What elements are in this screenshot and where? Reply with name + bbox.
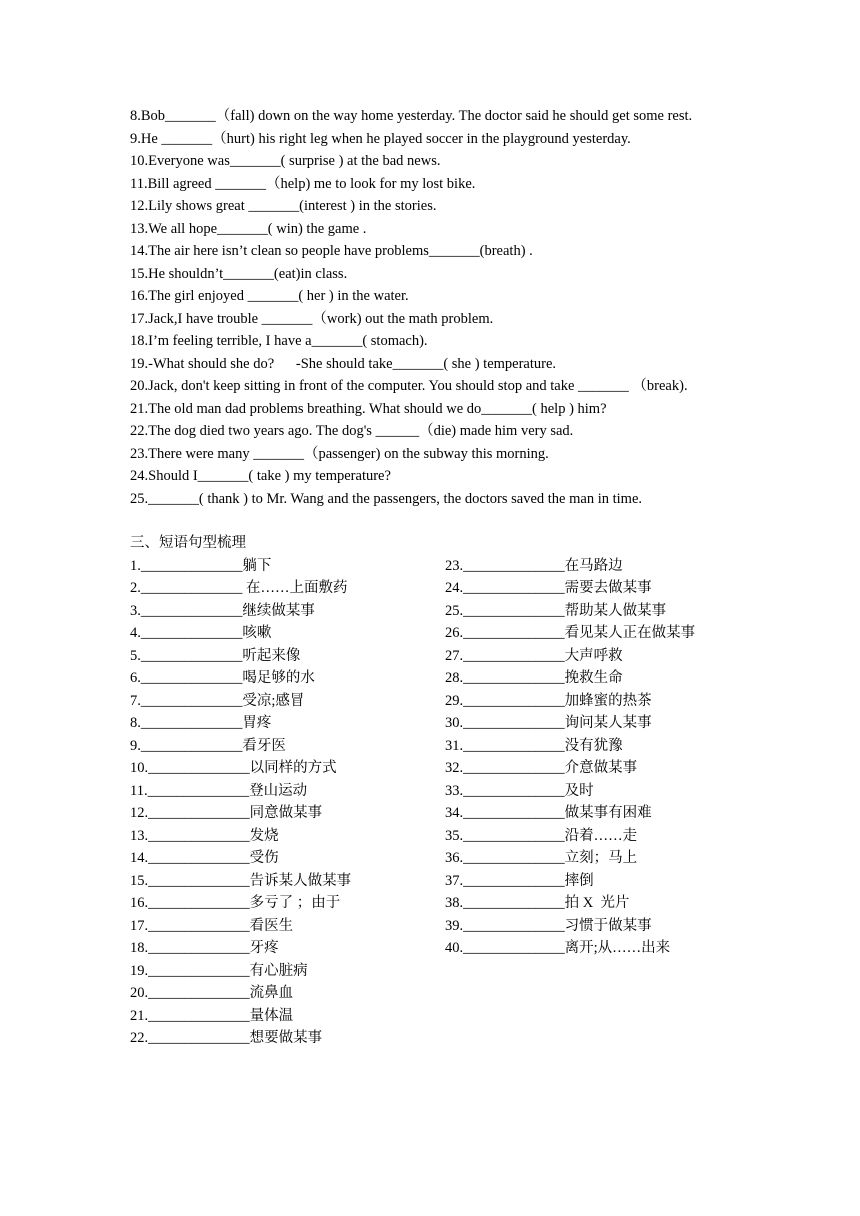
phrase-number: 25.	[445, 602, 464, 619]
phrase-item	[445, 712, 695, 735]
phrase-meaning: 同意做某事	[249, 805, 323, 821]
phrase-item	[130, 982, 351, 1005]
phrase-meaning: 加蜂蜜的热茶	[564, 692, 652, 709]
question-item: 25._______( thank ) to Mr. Wang and the passengers, the doctors saved the man in time.	[130, 490, 643, 507]
question-item: 12.Lily shows great _______(interest ) in the stories.	[130, 198, 437, 214]
phrase-number: 28.	[445, 670, 464, 686]
phrase-number: 26.	[445, 625, 464, 641]
phrase-item	[445, 937, 695, 960]
phrase-item	[130, 847, 351, 870]
phrase-item	[130, 960, 351, 983]
question-item: 21.The old man dad problems breathing. What should we do_______( help ) him?	[130, 400, 607, 417]
question-item: 24.Should I_______( take ) my temperature?	[130, 468, 391, 484]
phrase-item	[130, 645, 351, 668]
phrase-meaning: 摔倒	[564, 872, 594, 889]
phrase-meaning: 发烧	[249, 827, 279, 844]
phrase-item	[445, 600, 695, 623]
phrase-meaning: 在马路边	[564, 557, 623, 574]
phrase-number: 35.	[445, 827, 464, 844]
phrase-item	[130, 757, 351, 780]
phrase-number: 29.	[445, 692, 464, 709]
phrase-meaning: 以同样的方式	[249, 760, 337, 776]
phrase-item	[445, 892, 695, 915]
phrase-item	[130, 667, 351, 690]
answer-blank: ______________	[148, 940, 250, 956]
phrase-number: 2.	[130, 580, 141, 596]
answer-blank: ______________	[147, 782, 250, 799]
question-item: 19.-What should she do? -She should take_______( she ) temperature.	[130, 355, 557, 372]
phrase-meaning: 做某事有困难	[564, 805, 652, 821]
phrase-item	[130, 802, 351, 825]
phrase-number: 32.	[445, 760, 464, 776]
answer-blank: ______________	[463, 602, 565, 619]
answer-blank: ______________	[463, 917, 565, 934]
phrase-number: 3.	[130, 602, 141, 619]
phrase-item	[445, 555, 695, 578]
question-item: 23.There were many _______（passenger) on the subway this morning.	[130, 445, 549, 462]
phrase-meaning: 沿着……走	[564, 827, 638, 844]
phrase-item	[130, 915, 351, 938]
question-item: 17.Jack,I have trouble _______（work) out the math problem.	[130, 310, 494, 327]
phrase-meaning: 有心脏病	[249, 962, 308, 979]
phrase-meaning: 大声呼救	[564, 647, 623, 664]
phrase-meaning: 挽救生命	[564, 670, 623, 686]
phrase-meaning: 告诉某人做某事	[249, 872, 352, 889]
answer-blank: ______________	[463, 805, 565, 821]
answer-blank: ______________	[148, 872, 250, 889]
phrase-item	[445, 825, 695, 848]
phrase-item	[445, 915, 695, 938]
phrase-meaning: 继续做某事	[242, 602, 315, 619]
phrase-item	[130, 555, 351, 578]
question-item: 18.I’m feeling terrible, I have a_______( stomach).	[130, 333, 428, 349]
question-item: 16.The girl enjoyed _______( her ) in the water.	[130, 288, 409, 304]
phrase-item	[445, 757, 695, 780]
phrase-number: 17.	[130, 917, 149, 934]
phrase-number: 33.	[445, 782, 464, 799]
answer-blank: ______________	[463, 872, 565, 889]
answer-blank: ______________	[463, 737, 565, 754]
answer-blank: ______________	[463, 827, 565, 844]
phrase-number: 1.	[130, 557, 141, 574]
phrase-meaning: 躺下	[242, 557, 272, 574]
phrase-number: 12.	[130, 805, 149, 821]
phrase-number: 20.	[130, 985, 149, 1001]
answer-blank: ______________	[148, 917, 250, 934]
question-item: 13.We all hope_______( win) the game .	[130, 220, 367, 237]
answer-blank: ______________	[463, 692, 565, 709]
phrase-meaning: 在……上面敷药	[242, 580, 348, 596]
worksheet-page	[130, 105, 730, 1046]
phrase-number: 23.	[445, 557, 464, 574]
question-item: 20.Jack, don't keep sitting in front of the computer. You should stop and take _______ （break).	[130, 378, 688, 394]
phrase-number: 6.	[130, 670, 141, 686]
phrase-item	[130, 1005, 351, 1028]
phrase-meaning: 喝足够的水	[242, 670, 315, 686]
phrase-meaning: 看见某人正在做某事	[564, 625, 696, 641]
phrase-number: 13.	[130, 827, 149, 844]
phrase-meaning: 想要做某事	[249, 1030, 323, 1046]
phrase-item	[130, 622, 351, 645]
phrase-item	[130, 1027, 351, 1050]
phrase-meaning: 及时	[564, 782, 594, 799]
answer-blank: ______________	[463, 850, 565, 866]
question-item: 11.Bill agreed _______（help) me to look for my lost bike.	[130, 175, 476, 192]
phrase-item	[445, 735, 695, 758]
phrase-number: 40.	[445, 940, 464, 956]
answer-blank: ______________	[148, 805, 250, 821]
phrase-number: 11.	[130, 782, 148, 799]
answer-blank: ______________	[140, 692, 243, 709]
answer-blank: ______________	[140, 557, 243, 574]
phrase-number: 27.	[445, 647, 464, 664]
phrase-number: 16.	[130, 895, 149, 911]
phrase-item	[445, 870, 695, 893]
phrase-column-left	[130, 555, 351, 1050]
answer-blank: ______________	[463, 557, 565, 574]
phrase-item	[445, 690, 695, 713]
phrase-item	[445, 622, 695, 645]
phrase-meaning: 登山运动	[249, 782, 308, 799]
phrase-number: 15.	[130, 872, 149, 889]
question-list	[130, 105, 730, 510]
phrase-number: 31.	[445, 737, 464, 754]
phrase-meaning: 听起来像	[242, 647, 301, 664]
phrase-meaning: 需要去做某事	[564, 580, 652, 596]
phrase-meaning: 帮助某人做某事	[564, 602, 667, 619]
phrase-number: 8.	[130, 715, 141, 731]
phrase-item	[130, 780, 351, 803]
phrase-number: 22.	[130, 1030, 149, 1046]
phrase-number: 4.	[130, 625, 141, 641]
phrase-item	[130, 600, 351, 623]
question-item: 8.Bob_______（fall) down on the way home yesterday. The doctor said he should get some rest.	[130, 108, 693, 124]
answer-blank: ______________	[148, 962, 250, 979]
answer-blank: ______________	[148, 985, 250, 1001]
phrase-item	[445, 645, 695, 668]
answer-blank: ______________	[148, 760, 250, 776]
answer-blank: ______________	[140, 625, 243, 641]
phrase-meaning: 立刻；马上	[564, 850, 638, 866]
phrase-meaning: 胃疼	[242, 715, 272, 731]
phrase-number: 18.	[130, 940, 149, 956]
phrase-number: 14.	[130, 850, 149, 866]
question-item: 10.Everyone was_______( surprise ) at the bad news.	[130, 153, 441, 169]
phrase-number: 5.	[130, 647, 141, 664]
phrase-meaning: 看牙医	[242, 737, 286, 754]
phrase-item	[445, 802, 695, 825]
phrase-number: 9.	[130, 737, 141, 754]
phrase-meaning: 咳嗽	[242, 625, 272, 641]
phrase-item	[130, 870, 351, 893]
answer-blank: ______________	[140, 737, 243, 754]
phrase-meaning: 受伤	[249, 850, 279, 866]
answer-blank: ______________	[463, 625, 565, 641]
phrase-meaning: 没有犹豫	[564, 737, 623, 754]
phrase-item	[130, 892, 351, 915]
answer-blank: ______________	[140, 647, 243, 664]
answer-blank: ______________	[463, 715, 565, 731]
phrase-item	[445, 577, 695, 600]
phrase-meaning: 牙疼	[249, 940, 279, 956]
phrase-number: 30.	[445, 715, 464, 731]
answer-blank: ______________	[140, 580, 243, 596]
phrase-number: 7.	[130, 692, 141, 709]
answer-blank: ______________	[140, 670, 243, 686]
phrase-number: 24.	[445, 580, 464, 596]
phrase-number: 37.	[445, 872, 464, 889]
phrase-meaning: 受凉;感冒	[242, 692, 305, 709]
question-item: 22.The dog died two years ago. The dog's ______（die) made him very sad.	[130, 423, 574, 439]
phrase-item	[130, 937, 351, 960]
phrase-item	[130, 712, 351, 735]
answer-blank: ______________	[463, 647, 565, 664]
answer-blank: ______________	[463, 760, 565, 776]
phrase-meaning: 流鼻血	[249, 985, 294, 1001]
phrase-number: 21.	[130, 1007, 149, 1024]
phrase-item	[130, 690, 351, 713]
phrase-meaning: 询问某人某事	[564, 715, 652, 731]
answer-blank: ______________	[463, 895, 565, 911]
phrase-number: 38.	[445, 895, 464, 911]
answer-blank: ______________	[140, 602, 243, 619]
question-item: 14.The air here isn’t clean so people have problems_______(breath) .	[130, 243, 533, 259]
question-item: 9.He _______（hurt) his right leg when he played soccer in the playground yesterday.	[130, 130, 631, 147]
answer-blank: ______________	[148, 1030, 250, 1046]
phrase-item	[445, 667, 695, 690]
phrase-item	[130, 735, 351, 758]
phrase-number: 39.	[445, 917, 464, 934]
phrase-meaning: 拍 X 光片	[564, 895, 630, 911]
phrase-number: 34.	[445, 805, 464, 821]
question-item: 15.He shouldn’t_______(eat)in class.	[130, 265, 348, 282]
phrase-number: 10.	[130, 760, 149, 776]
answer-blank: ______________	[463, 670, 565, 686]
answer-blank: ______________	[148, 850, 250, 866]
answer-blank: ______________	[148, 1007, 250, 1024]
section-title: 三、短语句型梳理	[130, 535, 246, 551]
phrase-meaning: 习惯于做某事	[564, 917, 652, 934]
phrase-meaning: 量体温	[249, 1007, 294, 1024]
phrase-meaning: 介意做某事	[564, 760, 638, 776]
phrase-item	[445, 847, 695, 870]
phrase-column-right	[445, 555, 695, 960]
answer-blank: ______________	[463, 782, 565, 799]
answer-blank: ______________	[463, 580, 565, 596]
answer-blank: ______________	[463, 940, 565, 956]
phrase-item	[130, 577, 351, 600]
phrase-meaning: 多亏了 ；由于	[249, 895, 341, 911]
phrase-number: 36.	[445, 850, 464, 866]
phrase-item	[445, 780, 695, 803]
answer-blank: ______________	[140, 715, 243, 731]
answer-blank: ______________	[148, 895, 250, 911]
answer-blank: ______________	[148, 827, 250, 844]
phrase-meaning: 离开;从……出来	[564, 940, 671, 956]
phrase-number: 19.	[130, 962, 149, 979]
phrase-meaning: 看医生	[249, 917, 294, 934]
phrase-item	[130, 825, 351, 848]
